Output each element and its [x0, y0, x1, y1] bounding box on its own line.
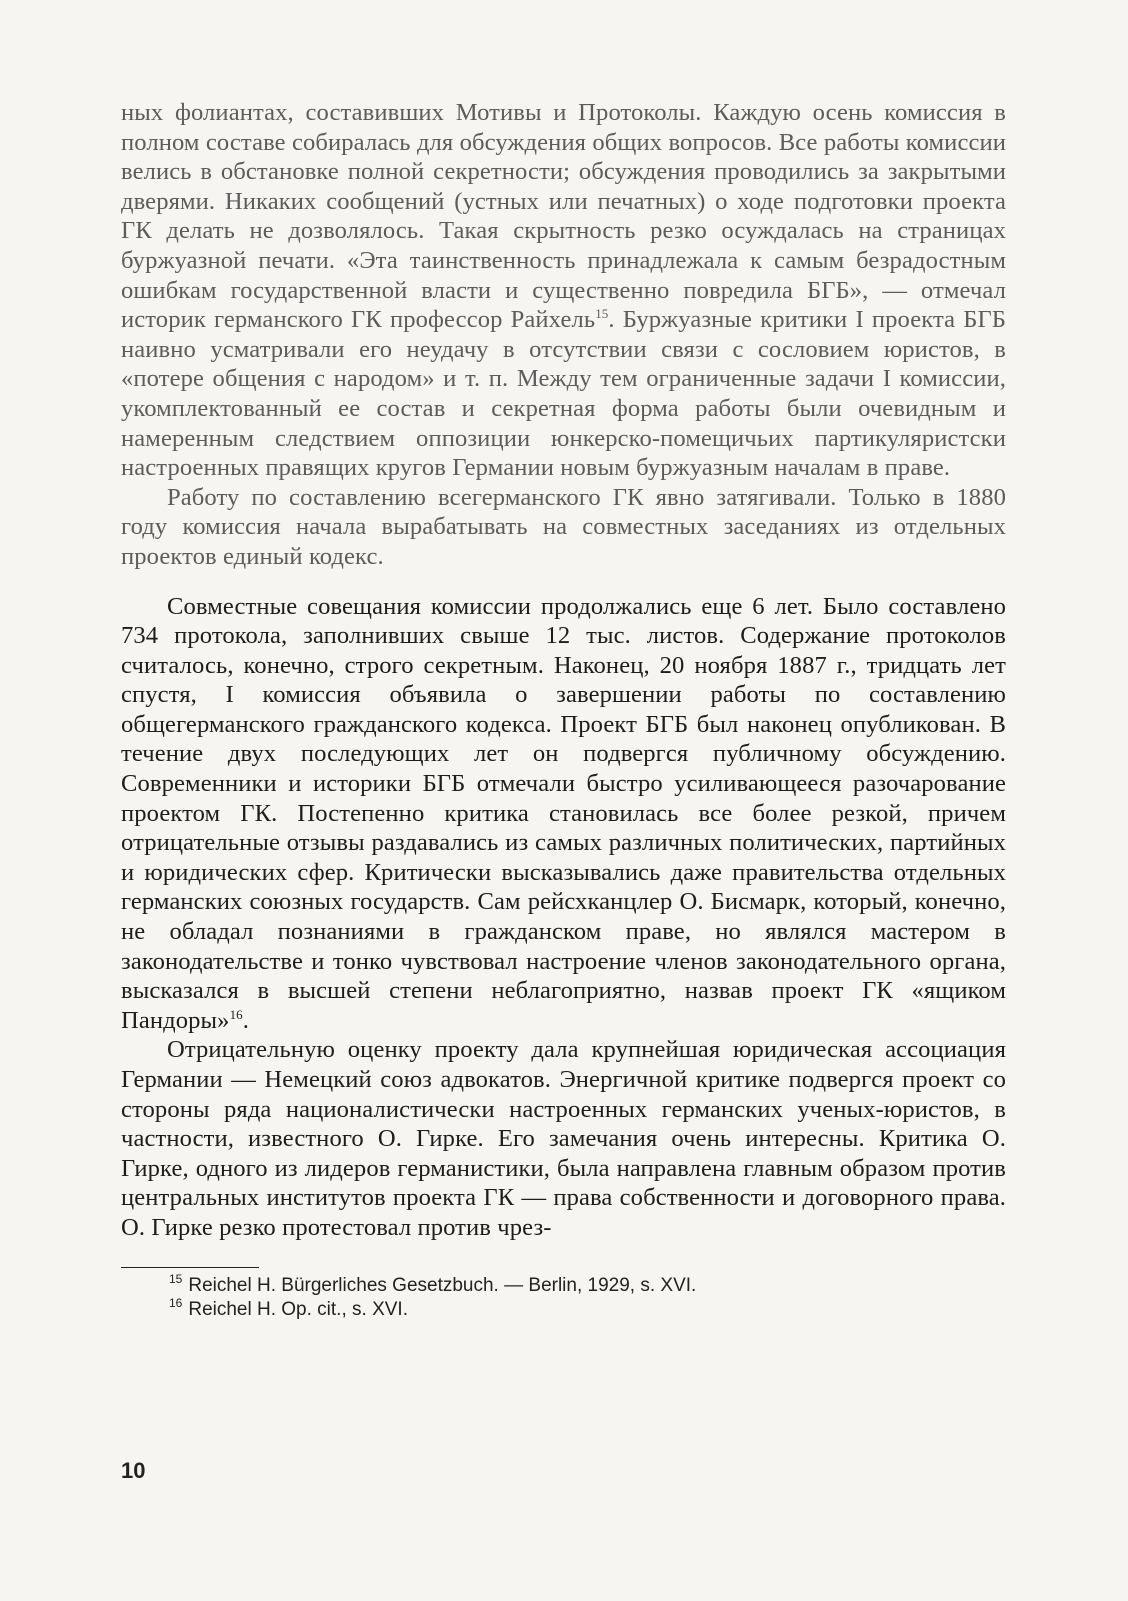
footnote-ref-16[interactable]: 16 [229, 1006, 243, 1022]
footnote-16-text: Reichel H. Op. cit., s. XVI. [188, 1298, 408, 1320]
footnote-15-text: Reichel H. Bürgerliches Gesetzbuch. — Berlin, 1929, s. XVI. [188, 1274, 697, 1296]
paragraph-4-text: Отрицательную оценку проекту дала крупнейшая юридическая ассоциация Германии — Немецкий союз адвокатов. Энергичной критике подвергся проект со стороны ряда националистически настроенных германских ученых-юристов, в частности, известного О. Гирке. Его замечания очень интересны. Критика О. Гирке, одного из лидеров германистики, была направлена главным образом против центральных институтов проекта ГК — права собственности и договорного права. О. Гирке резко протестовал против чрез- [121, 1036, 1006, 1241]
footnote-15-number: 15 [169, 1272, 183, 1287]
footnote-16-number: 16 [169, 1296, 183, 1311]
paragraph-3-text: Совместные совещания комиссии продолжались еще 6 лет. Было составлено 734 протокола, заполнивших свыше 12 тыс. листов. Содержание протоколов считалось, конечно, строго секретным. Наконец, 20 ноября 1887 г., тридцать лет спустя, I комиссия объявила о завершении работы по составлению общегерманского гражданского кодекса. Проект БГБ был наконец опубликован. В течение двух последующих лет он подвергся публичному обсуждению. Современники и историки БГБ отмечали быстро усиливающееся разочарование проектом ГК. Постепенно критика становилась все более резкой, причем отрицательные отзывы раздавались из самых различных политических, партийных и юридических сфер. Критически высказывались даже правительства отдельных германских союзных государств. Сам рейсхканцлер О. Бисмарк, который, конечно, не обладал познаниями в гражданском праве, но являлся мастером в законодательстве и тонко чувствовал настроение членов законодательного органа, высказался в высшей степени неблагоприятно, назвав проект ГК «ящиком Пандоры» [121, 592, 1006, 1034]
paragraph-4 [121, 1035, 1006, 1242]
footnotes [169, 1274, 1006, 1322]
paragraph-1 [121, 98, 1006, 483]
paragraph-gap [121, 572, 1006, 592]
footnote-divider [121, 1267, 259, 1268]
paragraph-3-tail: . [242, 1006, 250, 1034]
paragraph-2 [121, 483, 1006, 572]
footnote-16 [169, 1298, 1006, 1322]
page-body [121, 98, 1006, 1322]
footnote-15 [169, 1274, 1006, 1298]
page-number: 10 [121, 1458, 146, 1483]
paragraph-1-tail: . Буржуазные критики I проекта БГБ наивно усматривали его неудачу в отсутствии связи с сословием юристов, в «потере общения с народом» и т. п. Между тем ограниченные задачи I комиссии, укомплектованный ее состав и секретная форма работы были очевидным и намеренным следствием оппозиции юнкерско-помещичьих партикуляристски настроенных правящих кругов Германии новым буржуазным началам в праве. [121, 306, 1007, 482]
paragraph-1-text: ных фолиантах, составивших Мотивы и Протоколы. Каждую осень комиссия в полном составе собиралась для обсуждения общих вопросов. Все работы комиссии велись в обстановке полной секретности; обсуждения проводились за закрытыми дверями. Никаких сообщений (устных или печатных) о ходе подготовки проекта ГК делать не дозволялось. Такая скрытность резко осуждалась на страницах буржуазной печати. «Эта таинственность принадлежала к самым безрадостным ошибкам государственной власти и существенно повредила БГБ», — отмечал историк германского ГК профессор Райхель [121, 99, 1006, 334]
footnote-ref-15[interactable]: 15 [595, 305, 609, 321]
paragraph-2-text: Работу по составлению всегерманского ГК явно затягивали. Только в 1880 году комиссия начала вырабатывать на совместных заседаниях из отдельных проектов единый кодекс. [121, 483, 1006, 570]
paragraph-3 [121, 592, 1006, 1036]
